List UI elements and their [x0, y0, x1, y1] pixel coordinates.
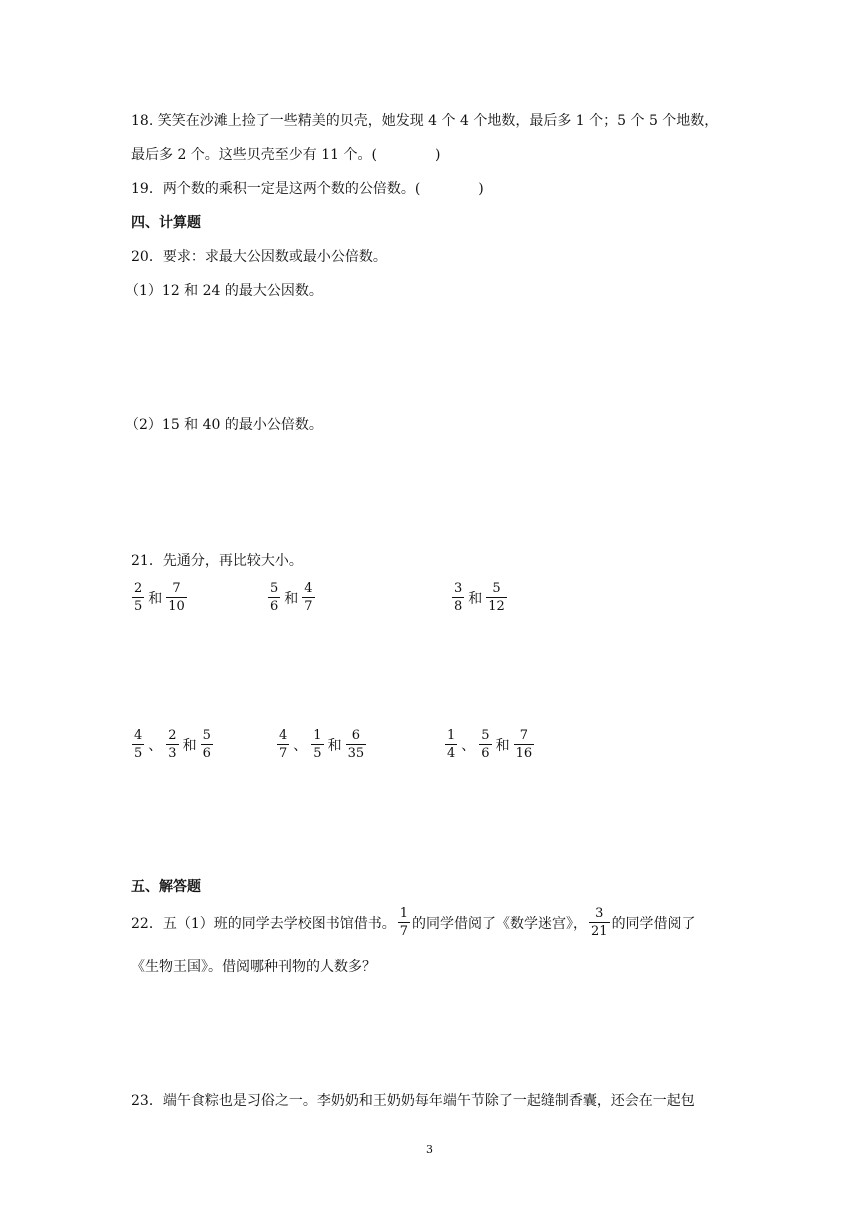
q22-line1: 22．五（1）班的同学去学校图书馆借书。 $\frac{1}{7}$ 的同学借阅了《数学迷宫》， $\frac{3}{21}$ 的同学借阅了 [131, 906, 696, 939]
fraction: $\frac{1}{5}$ [313, 728, 322, 761]
fraction: $\frac{3}{21}$ [591, 906, 608, 939]
q23-question: 23．端午食粽也是习俗之一。李奶奶和王奶奶每年端午节除了一起缝制香囊，还会在一起包 [131, 1093, 695, 1109]
fraction: $\frac{7}{16}$ [515, 728, 533, 761]
fraction: $\frac{3}{8}$ [454, 581, 463, 614]
fraction-triple: $\frac{4}{7}$ 、 $\frac{1}{5}$ 和 $\frac{6}{35}$ [279, 728, 365, 761]
fraction-triple: $\frac{4}{5}$ 、 $\frac{2}{3}$ 和 $\frac{5}{6}$ [134, 728, 211, 761]
q20-subquestion-2: （2）15 和 40 的最小公倍数。 [125, 417, 323, 433]
q18-line2-text: 最后多 2 个。这些贝壳至少有 11 个。( [131, 147, 377, 163]
q21-question: 21．先通分，再比较大小。 [131, 553, 303, 569]
fraction-pair: $\frac{2}{5}$ 和 $\frac{7}{10}$ [134, 581, 185, 614]
fraction: $\frac{1}{4}$ [447, 728, 456, 761]
q19-paren-close: ) [478, 181, 484, 197]
fraction: $\frac{6}{35}$ [347, 728, 365, 761]
q18-line1: 18. 笑笑在沙滩上捡了一些精美的贝壳，她发现 4 个 4 个地数，最后多 1 个；5 个 5 个地数， [131, 113, 719, 129]
fraction-pair: $\frac{3}{8}$ 和 $\frac{5}{12}$ [454, 581, 505, 614]
q18-line2 [131, 145, 440, 165]
fraction: $\frac{5}{6}$ [270, 581, 279, 614]
fraction: $\frac{5}{12}$ [488, 581, 505, 614]
q19-text: 19．两个数的乘积一定是这两个数的公倍数。( [131, 181, 421, 197]
q19-question [131, 179, 484, 199]
fraction: $\frac{4}{7}$ [279, 728, 288, 761]
section-heading-calculation: 四、计算题 [131, 215, 201, 231]
page-number: 3 [426, 1143, 433, 1156]
fraction: $\frac{4}{5}$ [134, 728, 143, 761]
fraction: $\frac{4}{7}$ [304, 581, 313, 614]
fraction: $\frac{5}{6}$ [481, 728, 490, 761]
fraction-triple: $\frac{1}{4}$ 、 $\frac{5}{6}$ 和 $\frac{7}{16}$ [447, 728, 533, 761]
q20-subquestion-1: （1）12 和 24 的最大公因数。 [125, 283, 323, 299]
q18-paren-close: ) [434, 147, 441, 163]
fraction: $\frac{7}{10}$ [168, 581, 185, 614]
fraction: $\frac{2}{5}$ [134, 581, 143, 614]
fraction-pair: $\frac{5}{6}$ 和 $\frac{4}{7}$ [270, 581, 313, 614]
q22-line2: 《生物王国》。借阅哪种刊物的人数多？ [131, 959, 376, 975]
fraction: $\frac{2}{3}$ [168, 728, 177, 761]
fraction: $\frac{1}{7}$ [399, 906, 409, 939]
q20-question: 20．要求：求最大公因数或最小公倍数。 [131, 249, 387, 265]
section-heading-word-problems: 五、解答题 [131, 879, 201, 895]
fraction: $\frac{5}{6}$ [202, 728, 211, 761]
